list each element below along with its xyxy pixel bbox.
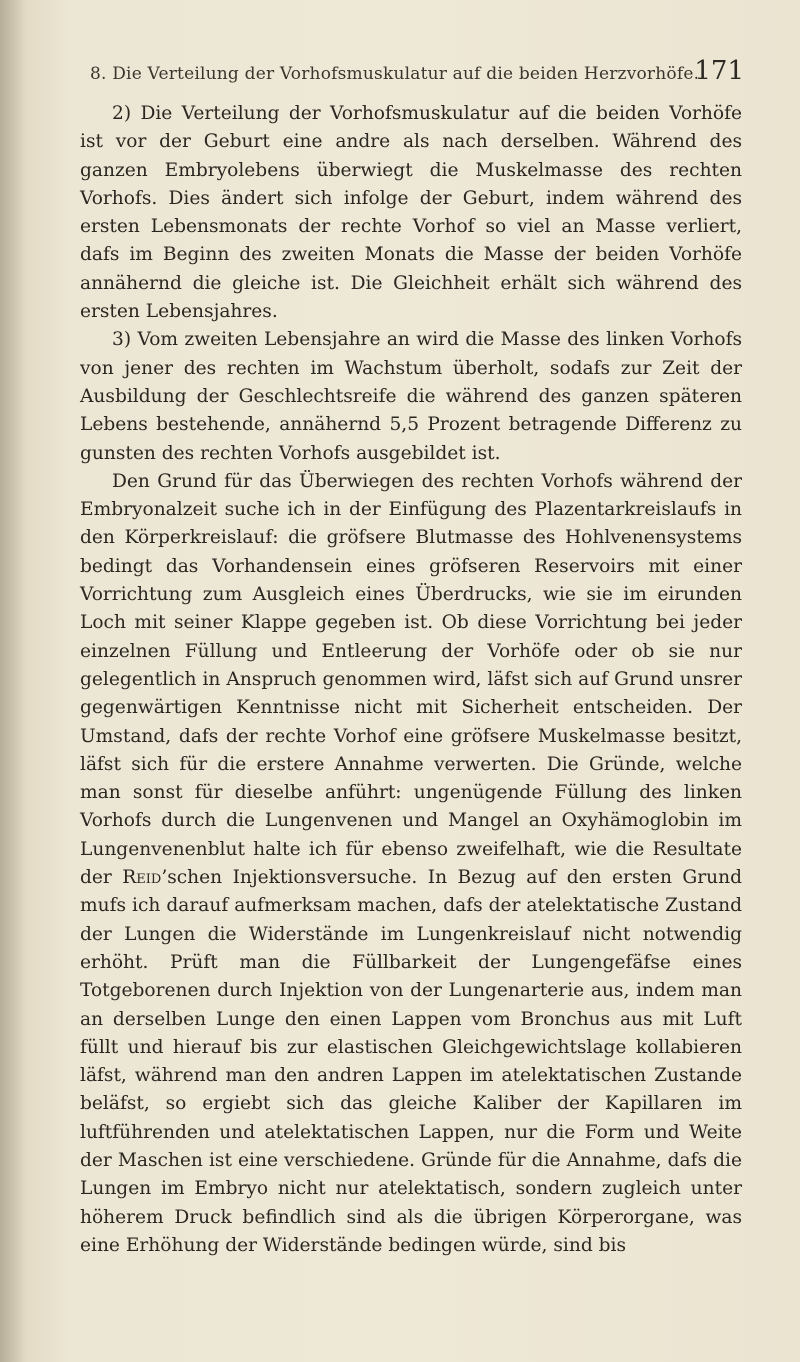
body-text: [80, 100, 742, 1260]
binding-gutter-shadow: [0, 0, 26, 1362]
page-number: 171: [694, 56, 744, 86]
paragraph-point-3: 3) Vom zweiten Lebensjahre an wird die Masse des linken Vorhofs von jener des rechten im Wachstum überholt, sodafs zur Zeit der Ausbildung der Geschlechtsreife die während des ganzen späteren Lebens bestehende, annähernd 5,5 Prozent betragende Differenz zu gunsten des rechten Vorhofs ausgebildet ist.: [80, 329, 742, 464]
running-head: 8. Die Verteilung der Vorhofsmuskulatur auf die beiden Herzvorhöfe.: [90, 64, 700, 84]
paragraph-point-2: 2) Die Verteilung der Vorhofsmuskulatur auf die beiden Vorhöfe ist vor der Geburt eine andre als nach derselben. Während des ganzen Embryolebens überwiegt die Muskelmasse des rechten Vorhofs. Dies ändert sich infolge der Geburt, indem während des ersten Lebensmonats der rechte Vorhof so viel an Masse verliert, dafs im Beginn des zweiten Monats die Masse der beiden Vorhöfe annähernd die gleiche ist. Die Gleichheit erhält sich während des ersten Lebensjahres.: [80, 103, 742, 323]
paragraph-reasoning-part-2: ’schen Injektionsversuche. In Bezug auf den ersten Grund mufs ich darauf aufmerksam machen, dafs der atelektatische Zustand der Lungen die Widerstände im Lungenkreislauf nicht notwendig erhöht. Prüft man die Füllbarkeit der Lungengefäfse eines Totgeborenen durch Injektion von der Lungenarterie aus, indem man an derselben Lunge den einen Lappen vom Bronchus aus mit Luft füllt und hierauf bis zur elastischen Gleichgewichtslage kollabieren läfst, während man den andren Lappen im atelektatischen Zustande beläfst, so ergiebt sich das gleiche Kaliber der Kapillaren im luftführenden und atelektatischen Lappen, nur die Form und Weite der Maschen ist eine verschiedene. Gründe für die Annahme, dafs die Lungen im Embryo nicht nur atelektatisch, sondern zugleich unter höherem Druck befindlich sind als die übrigen Körperorgane, was eine Erhöhung der Widerstände bedingen würde, sind bis: [80, 867, 742, 1256]
paragraph-reasoning: [80, 468, 742, 1260]
page-header: [84, 56, 744, 90]
author-name-reid: Reid: [122, 867, 162, 889]
paragraph-reasoning-part-1: Den Grund für das Überwiegen des rechten Vorhofs während der Embryonalzeit suche ich in der Einfügung des Plazentarkreislaufs in den Körperkreislauf: die gröfsere Blutmasse des Hohlvenensystems bedingt das Vorhandensein eines gröfseren Reservoirs mit einer Vorrichtung zum Ausgleich eines Überdrucks, wie sie im eirunden Loch mit seiner Klappe gegeben ist. Ob diese Vorrichtung bei jeder einzelnen Füllung und Entleerung der Vorhöfe oder ob sie nur gelegentlich in Anspruch genommen wird, läfst sich auf Grund unsrer gegenwärtigen Kenntnisse nicht mit Sicherheit entscheiden. Der Umstand, dafs der rechte Vorhof eine gröfsere Muskelmasse besitzt, läfst sich für die erstere Annahme verwerten. Die Gründe, welche man sonst für dieselbe anführt: ungenügende Füllung des linken Vorhofs durch die Lungenvenen und Mangel an Oxyhämoglobin im Lungenvenenblut halte ich für ebenso zweifelhaft, wie die Resultate der: [80, 470, 742, 889]
